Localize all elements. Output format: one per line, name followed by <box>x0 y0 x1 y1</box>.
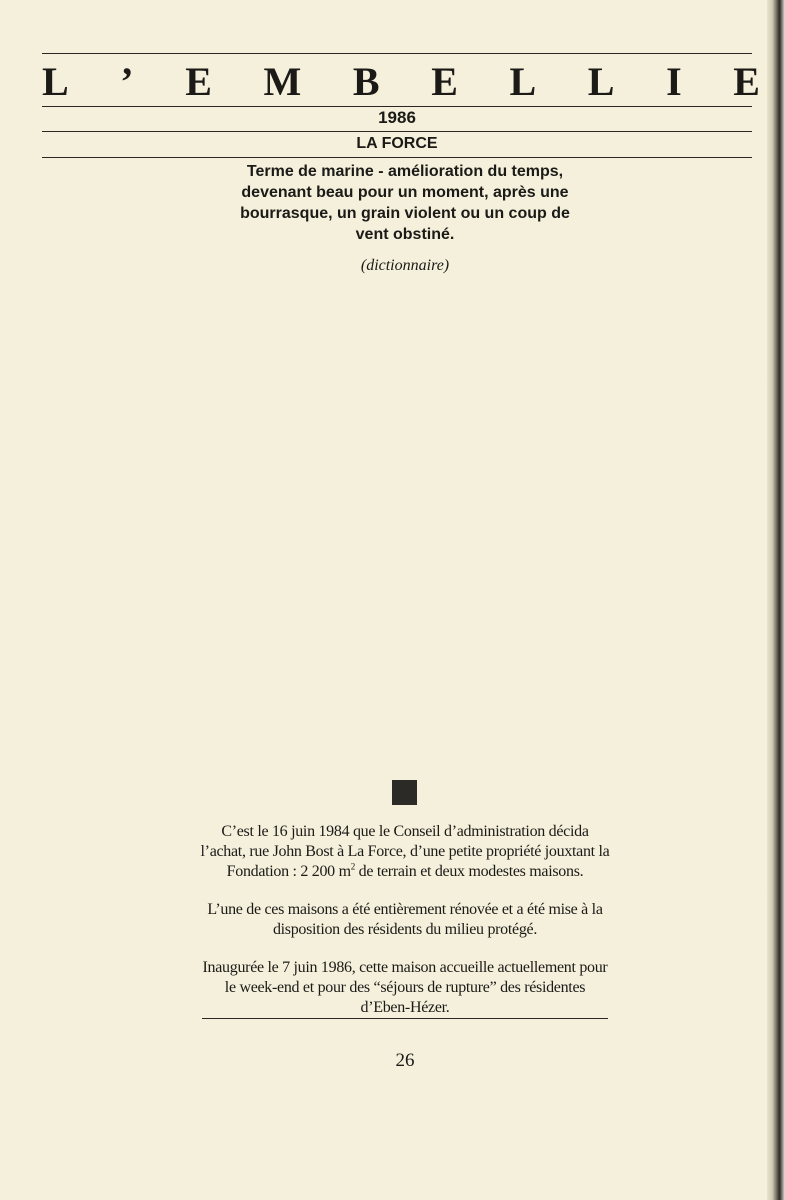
title-letter: E <box>431 58 458 104</box>
title-letter: ’ <box>120 58 134 104</box>
title-letter: L <box>509 58 537 104</box>
title-letter: L <box>42 58 69 104</box>
title-letter: L <box>587 58 615 104</box>
header-rule-below-place <box>42 157 752 158</box>
title-letter: E <box>185 58 212 104</box>
title-letter: E <box>733 58 760 104</box>
header-rule-top <box>42 53 752 54</box>
page-title <box>42 55 760 107</box>
definition-source: (dictionnaire) <box>360 257 450 274</box>
book-spine-shadow <box>767 0 785 1200</box>
body-paragraph: Inaugurée le 7 juin 1986, cette maison accueille actuellement pour le week-end et pour des “séjours de rupture” des résidentes d’Eben-Hézer. <box>202 959 608 1016</box>
header-rule-below-year <box>42 131 752 132</box>
title-letter: M <box>263 58 302 104</box>
section-marker-square <box>392 780 417 805</box>
body-paragraph: C’est le 16 juin 1984 que le Conseil d’administration décida l’achat, rue John Bost à La Force, d’une petite propriété jouxtant la Fondation : 2 200 $m^2$ de terrain et deux modestes maisons. <box>200 823 610 880</box>
year-heading: 1986 <box>378 108 416 127</box>
closing-rule <box>202 1018 608 1019</box>
title-letter: I <box>666 58 682 104</box>
place-heading: LA FORCE <box>356 135 438 152</box>
body-text <box>200 822 610 1036</box>
definition-text: Terme de marine - amélioration du temps, devenant beau pour un moment, après une bourrasque, un grain violent ou un coup de vent obstiné. <box>240 163 570 243</box>
header-rule-below-title <box>42 106 752 107</box>
title-letter: B <box>352 58 380 104</box>
page-number: 26 <box>395 1050 415 1071</box>
body-paragraph: L’une de ces maisons a été entièrement rénovée et a été mise à la disposition des résidents du milieu protégé. <box>207 901 603 938</box>
